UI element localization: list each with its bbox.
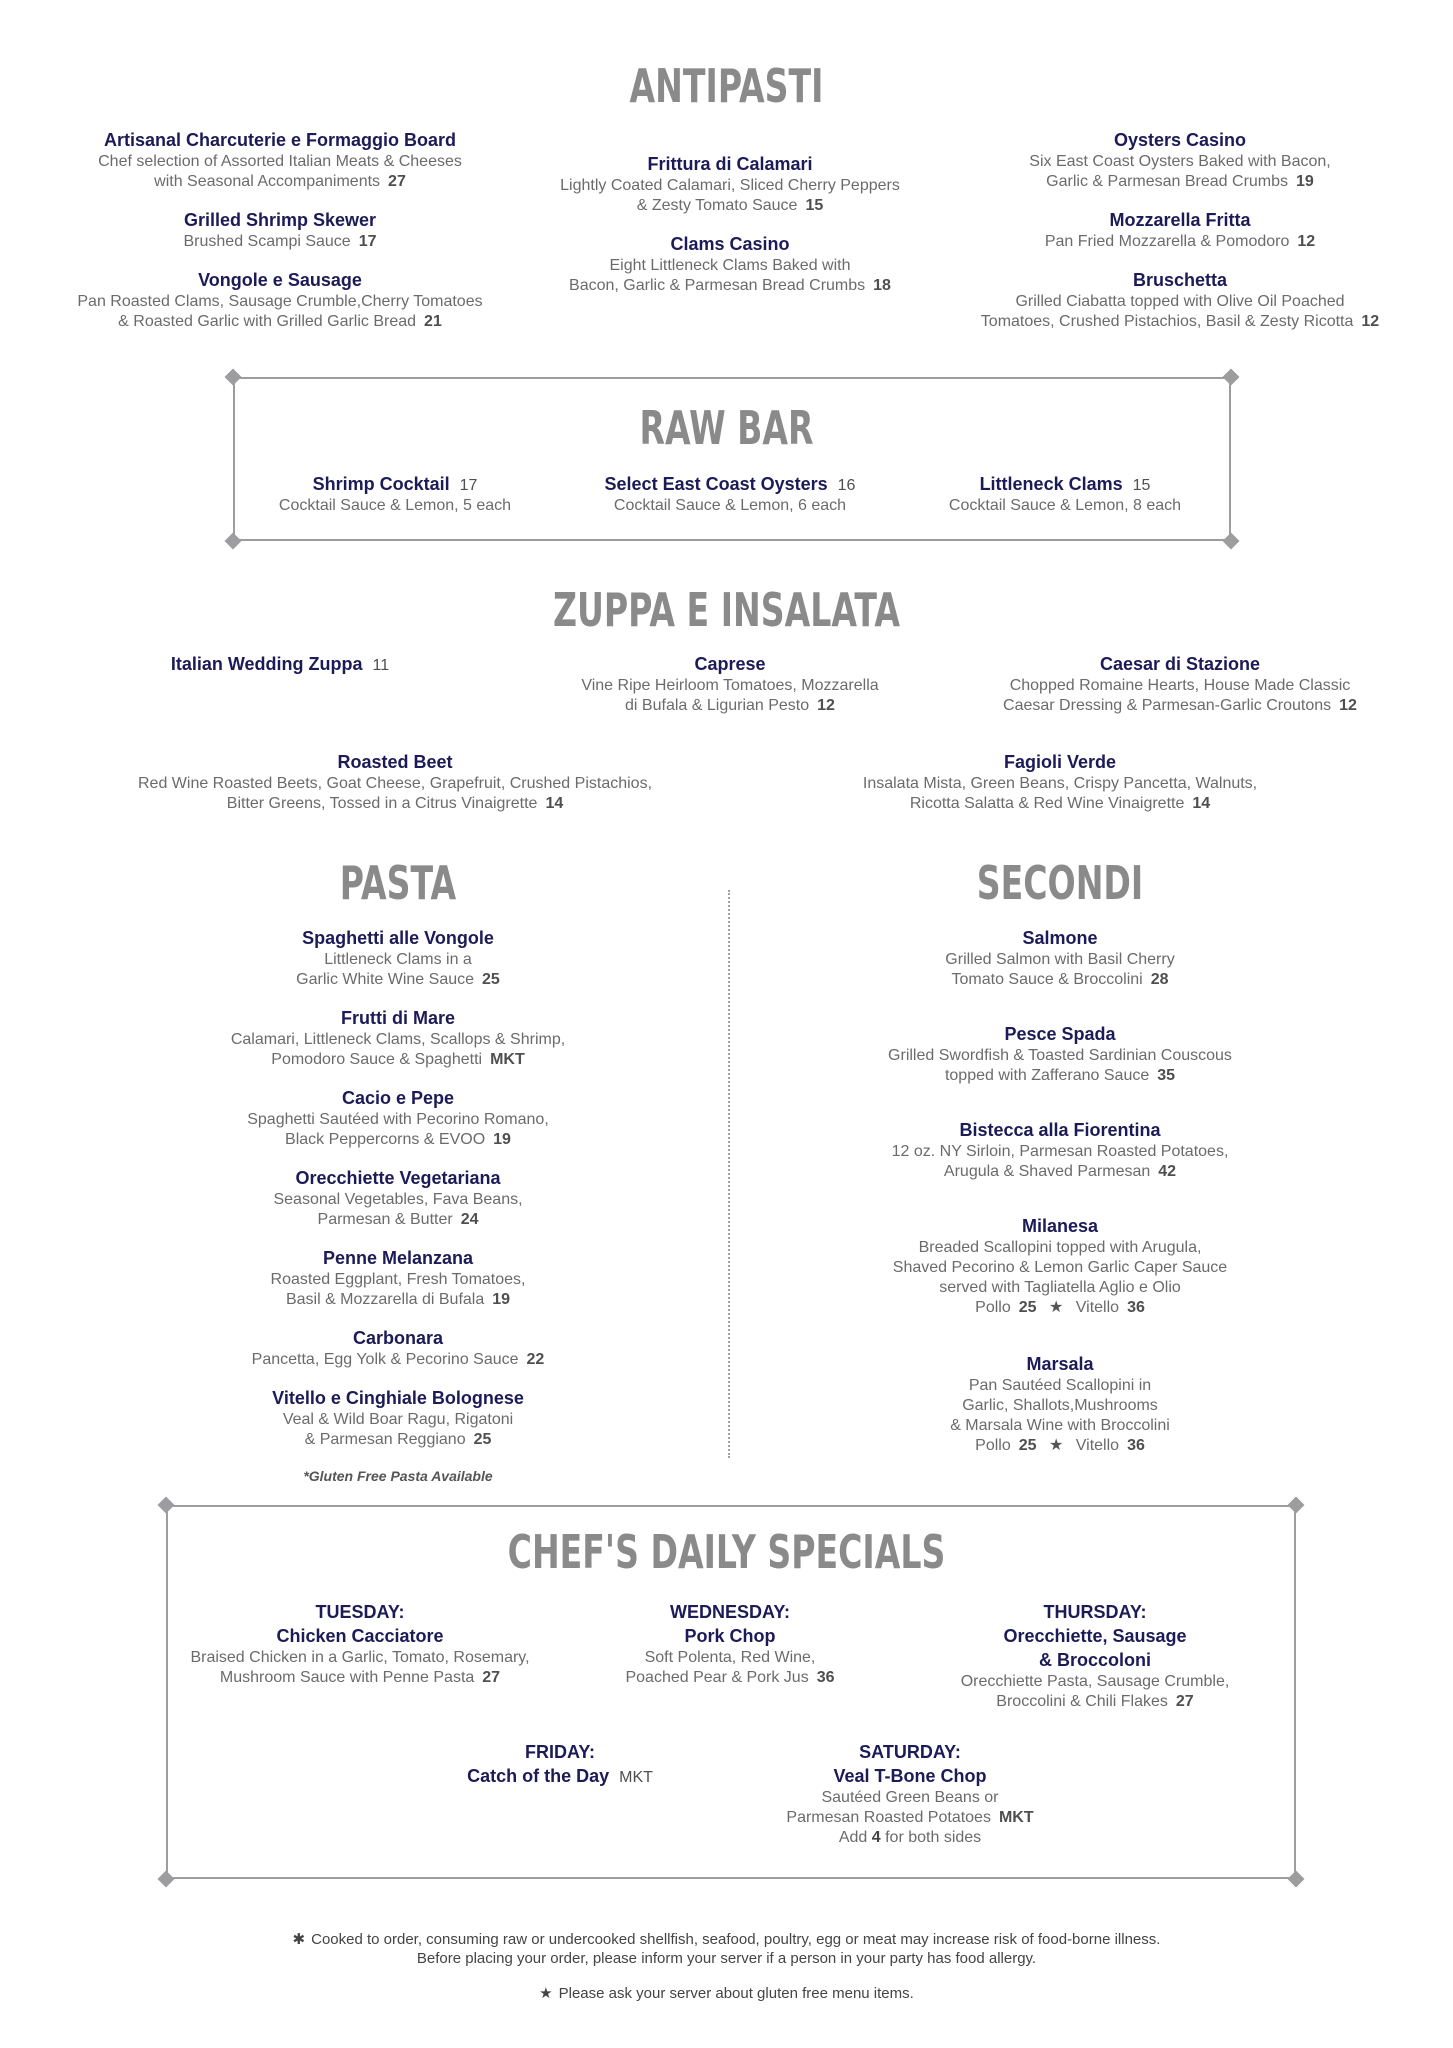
menu-item-shrimp-skewer: [60, 208, 500, 252]
item-price: 42: [1158, 1163, 1177, 1180]
menu-item-pesce-spada: [820, 1022, 1300, 1086]
item-desc: Shaved Pecorino & Lemon Garlic Caper Sauce: [892, 1259, 1228, 1276]
item-name: Clams Casino: [670, 234, 790, 254]
item-desc: Poached Pear & Pork Jus: [625, 1669, 809, 1686]
item-name: Pesce Spada: [1004, 1024, 1116, 1044]
special-day: SATURDAY:: [859, 1742, 961, 1762]
item-desc: Parmesan Roasted Potatoes: [786, 1809, 991, 1826]
pasta-heading: PASTA: [339, 856, 457, 910]
menu-item-penne-melanzana: [158, 1246, 638, 1310]
item-price: 35: [1157, 1067, 1176, 1084]
item-name: Shrimp Cocktail: [312, 474, 450, 494]
menu-item-bruschetta: [955, 268, 1405, 332]
item-name: Caprese: [694, 654, 766, 674]
item-price: 25: [473, 1431, 492, 1448]
footer-line: Please ask your server about gluten free menu items.: [558, 1985, 914, 2002]
item-name: Oysters Casino: [1113, 130, 1247, 150]
menu-item-bolognese: [158, 1386, 638, 1450]
item-desc: Breaded Scallopini topped with Arugula,: [918, 1239, 1202, 1256]
item-desc: Cocktail Sauce & Lemon, 8 each: [948, 497, 1182, 514]
item-price: 27: [482, 1669, 501, 1686]
item-name: Italian Wedding Zuppa: [170, 654, 363, 674]
item-desc: & Zesty Tomato Sauce: [636, 197, 798, 214]
item-name: Caesar di Stazione: [1099, 654, 1261, 674]
menu-item-wedding-zuppa: [100, 652, 460, 676]
item-price: 11: [372, 657, 390, 674]
special-day: FRIDAY:: [524, 1742, 595, 1762]
item-desc: Arugula & Shaved Parmesan: [943, 1163, 1151, 1180]
item-desc: 12 oz. NY Sirloin, Parmesan Roasted Potatoes,: [891, 1143, 1229, 1160]
menu-item-fagioli-verde: [800, 750, 1320, 814]
item-price: 27: [1175, 1693, 1194, 1710]
star-icon: ★: [1048, 1437, 1064, 1454]
item-price: 19: [1296, 173, 1314, 190]
vitello-price: 36: [1127, 1299, 1145, 1316]
item-desc: Spaghetti Sautéed with Pecorino Romano,: [247, 1111, 549, 1128]
item-desc: Bacon, Garlic & Parmesan Bread Crumbs: [569, 277, 866, 294]
pollo-price: 25: [1018, 1299, 1037, 1316]
menu-item-salmone: [820, 926, 1300, 990]
item-price: 27: [388, 173, 406, 190]
item-desc: Bitter Greens, Tossed in a Citrus Vinaigrette: [226, 795, 538, 812]
item-price: 15: [1132, 477, 1151, 494]
item-name: Littleneck Clams: [979, 474, 1123, 494]
star-icon: ★: [539, 1985, 553, 2002]
item-name: Select East Coast Oysters: [604, 474, 828, 494]
item-desc: Roasted Eggplant, Fresh Tomatoes,: [270, 1271, 526, 1288]
item-desc: Grilled Salmon with Basil Cherry: [945, 951, 1175, 968]
menu-item-roasted-beet: [100, 750, 690, 814]
item-desc: Braised Chicken in a Garlic, Tomato, Rosemary,: [190, 1649, 530, 1666]
item-price: 14: [545, 795, 564, 812]
antipasti-heading: ANTIPASTI: [629, 59, 824, 113]
menu-item-clams-casino: [515, 232, 945, 296]
item-name: Milanesa: [1021, 1216, 1099, 1236]
vitello-price: 36: [1127, 1437, 1145, 1454]
item-desc: Veal & Wild Boar Ragu, Rigatoni: [282, 1411, 514, 1428]
special-day: WEDNESDAY:: [669, 1602, 790, 1622]
item-desc: Lightly Coated Calamari, Sliced Cherry Peppers: [560, 177, 900, 194]
item-price: 15: [805, 197, 824, 214]
menu-item-milanesa: [820, 1214, 1300, 1318]
item-desc: Pan Fried Mozzarella & Pomodoro: [1044, 233, 1290, 250]
item-desc: for both sides: [885, 1829, 982, 1846]
item-desc: Black Peppercorns & EVOO: [285, 1131, 486, 1148]
item-desc: Grilled Ciabatta topped with Olive Oil Poached: [1015, 293, 1345, 310]
item-desc: & Roasted Garlic with Grilled Garlic Bread: [118, 313, 417, 330]
item-desc: Add: [838, 1829, 868, 1846]
special-friday: [390, 1740, 730, 1788]
menu-item-carbonara: [158, 1326, 638, 1370]
item-name: Frittura di Calamari: [647, 154, 813, 174]
item-desc: Mushroom Sauce with Penne Pasta: [219, 1669, 475, 1686]
item-desc: Seasonal Vegetables, Fava Beans,: [273, 1191, 523, 1208]
item-name: Orecchiette Vegetariana: [295, 1168, 501, 1188]
menu-item-shrimp-cocktail: [245, 472, 545, 516]
menu-item-charcuterie: [60, 128, 500, 192]
item-desc: di Bufala & Ligurian Pesto: [625, 697, 810, 714]
special-wednesday: [575, 1600, 885, 1688]
item-desc: Calamari, Littleneck Clams, Scallops & Shrimp,: [230, 1031, 566, 1048]
item-desc: Basil & Mozzarella di Bufala: [285, 1291, 485, 1308]
item-name: Catch of the Day: [467, 1766, 610, 1786]
special-tuesday: [170, 1600, 550, 1688]
menu-item-bistecca: [820, 1118, 1300, 1182]
item-price: 19: [492, 1291, 511, 1308]
menu-item-caesar: [955, 652, 1405, 716]
item-desc: Parmesan & Butter: [317, 1211, 453, 1228]
item-name: Veal T-Bone Chop: [833, 1766, 987, 1786]
addon-price: 4: [871, 1829, 881, 1846]
item-desc: Sautéed Green Beans or: [821, 1789, 999, 1806]
item-price: MKT: [619, 1769, 653, 1786]
item-price: 12: [1297, 233, 1316, 250]
pollo-price: 25: [1018, 1437, 1037, 1454]
item-price: 17: [459, 477, 478, 494]
menu-item-select-oysters: [560, 472, 900, 516]
item-name: Grilled Shrimp Skewer: [183, 210, 377, 230]
item-desc: Orecchiette Pasta, Sausage Crumble,: [960, 1673, 1230, 1690]
item-price: MKT: [998, 1809, 1034, 1826]
item-price: 14: [1192, 795, 1211, 812]
item-price: 17: [358, 233, 377, 250]
item-price: 12: [1339, 697, 1357, 714]
vitello-label: Vitello: [1075, 1299, 1120, 1316]
item-name: Mozzarella Fritta: [1109, 210, 1251, 230]
pollo-label: Pollo: [975, 1437, 1011, 1454]
item-desc: & Marsala Wine with Broccolini: [950, 1417, 1170, 1434]
item-name: Chicken Cacciatore: [276, 1626, 444, 1646]
menu-item-marsala: [820, 1352, 1300, 1456]
menu-item-mozzarella-fritta: [955, 208, 1405, 252]
item-desc: Cocktail Sauce & Lemon, 5 each: [278, 497, 512, 514]
item-desc: Pan Roasted Clams, Sausage Crumble,Cherry Tomatoes: [77, 293, 483, 310]
item-desc: Red Wine Roasted Beets, Goat Cheese, Grapefruit, Crushed Pistachios,: [137, 775, 653, 792]
item-desc: Grilled Swordfish & Toasted Sardinian Couscous: [888, 1047, 1232, 1064]
item-name: Spaghetti alle Vongole: [302, 928, 494, 948]
item-name: Bistecca alla Fiorentina: [959, 1120, 1161, 1140]
item-price: 24: [460, 1211, 479, 1228]
item-price: 16: [837, 477, 856, 494]
item-price: 19: [493, 1131, 511, 1148]
special-day: THURSDAY:: [1043, 1602, 1147, 1622]
special-day: TUESDAY:: [315, 1602, 405, 1622]
item-price: 25: [482, 971, 500, 988]
item-desc: Pan Sautéed Scallopini in: [968, 1377, 1152, 1394]
item-name: Vitello e Cinghiale Bolognese: [272, 1388, 524, 1408]
zuppa-heading: ZUPPA E INSALATA: [552, 583, 901, 637]
item-desc: Broccolini & Chili Flakes: [996, 1693, 1168, 1710]
item-desc: Chopped Romaine Hearts, House Made Classic: [1009, 677, 1351, 694]
item-name: Cacio e Pepe: [341, 1088, 455, 1108]
special-saturday: [740, 1740, 1080, 1848]
item-desc: served with Tagliatella Aglio e Olio: [939, 1279, 1181, 1296]
menu-item-littleneck-clams: [915, 472, 1215, 516]
item-name: Pork Chop: [684, 1626, 776, 1646]
item-desc: Garlic & Parmesan Bread Crumbs: [1046, 173, 1289, 190]
special-thursday: [925, 1600, 1265, 1712]
pollo-label: Pollo: [975, 1299, 1011, 1316]
item-name: Fagioli Verde: [1003, 752, 1117, 772]
item-desc: Garlic White Wine Sauce: [296, 971, 475, 988]
specials-heading: CHEF'S DAILY SPECIALS: [507, 1525, 946, 1579]
menu-item-orecchiette-vegetariana: [158, 1166, 638, 1230]
item-desc: Pancetta, Egg Yolk & Pecorino Sauce: [251, 1351, 519, 1368]
menu-item-oysters-casino: [955, 128, 1405, 192]
menu-item-caprese: [520, 652, 940, 716]
item-name: Vongole e Sausage: [198, 270, 362, 290]
item-name: Frutti di Mare: [340, 1008, 455, 1028]
menu-item-frutti-di-mare: [158, 1006, 638, 1070]
menu-item-calamari: [515, 152, 945, 216]
column-divider: [728, 890, 730, 1458]
item-price: 28: [1150, 971, 1169, 988]
item-name: Salmone: [1022, 928, 1098, 948]
raw-bar-heading: RAW BAR: [639, 401, 814, 455]
item-desc: Vine Ripe Heirloom Tomatoes, Mozzarella: [581, 677, 879, 694]
secondi-heading: SECONDI: [976, 856, 1144, 910]
item-price: 36: [816, 1669, 835, 1686]
vitello-label: Vitello: [1075, 1437, 1120, 1454]
item-name: & Broccoloni: [1038, 1650, 1151, 1670]
footer-line: Before placing your order, please inform your server if a person in your party has food allergy.: [416, 1950, 1037, 1967]
menu-item-cacio-pepe: [158, 1086, 638, 1150]
item-price: 12: [817, 697, 835, 714]
item-desc: Soft Polenta, Red Wine,: [644, 1649, 816, 1666]
item-desc: Littleneck Clams in a: [324, 951, 472, 968]
item-desc: Caesar Dressing & Parmesan-Garlic Croutons: [1003, 697, 1332, 714]
item-desc: Tomato Sauce & Broccolini: [951, 971, 1143, 988]
item-price: 12: [1361, 313, 1380, 330]
item-desc: Eight Littleneck Clams Baked with: [609, 257, 851, 274]
footer-gluten-note: [0, 1984, 1453, 2003]
item-desc: with Seasonal Accompaniments: [154, 173, 381, 190]
footer-line: Cooked to order, consuming raw or undercooked shellfish, seafood, poultry, egg or meat may increase risk of food-borne illness.: [311, 1931, 1161, 1948]
item-price: 22: [526, 1351, 545, 1368]
asterisk-icon: ✱: [292, 1931, 306, 1948]
item-desc: Garlic, Shallots,Mushrooms: [962, 1397, 1158, 1414]
menu-item-spaghetti-vongole: [158, 926, 638, 990]
item-desc: & Parmesan Reggiano: [304, 1431, 466, 1448]
item-desc: Chef selection of Assorted Italian Meats & Cheeses: [98, 153, 462, 170]
item-desc: Insalata Mista, Green Beans, Crispy Pancetta, Walnuts,: [862, 775, 1258, 792]
item-name: Orecchiette, Sausage: [1003, 1626, 1187, 1646]
item-price: MKT: [490, 1051, 525, 1068]
item-desc: Brushed Scampi Sauce: [183, 233, 351, 250]
item-name: Roasted Beet: [337, 752, 453, 772]
item-name: Bruschetta: [1132, 270, 1228, 290]
item-desc: topped with Zafferano Sauce: [944, 1067, 1150, 1084]
item-desc: Ricotta Salatta & Red Wine Vinaigrette: [909, 795, 1185, 812]
gluten-free-note: *Gluten Free Pasta Available: [303, 1468, 493, 1484]
item-name: Penne Melanzana: [322, 1248, 474, 1268]
item-price: 18: [873, 277, 891, 294]
footer-allergy-note: [0, 1930, 1453, 1968]
item-name: Carbonara: [352, 1328, 444, 1348]
item-price: 21: [424, 313, 442, 330]
item-name: Marsala: [1026, 1354, 1094, 1374]
star-icon: ★: [1048, 1299, 1064, 1316]
item-name: Artisanal Charcuterie e Formaggio Board: [103, 130, 457, 150]
item-desc: Cocktail Sauce & Lemon, 6 each: [613, 497, 847, 514]
item-desc: Tomatoes, Crushed Pistachios, Basil & Zesty Ricotta: [980, 313, 1354, 330]
menu-item-vongole-sausage: [60, 268, 500, 332]
item-desc: Six East Coast Oysters Baked with Bacon,: [1029, 153, 1331, 170]
item-desc: Pomodoro Sauce & Spaghetti: [271, 1051, 483, 1068]
